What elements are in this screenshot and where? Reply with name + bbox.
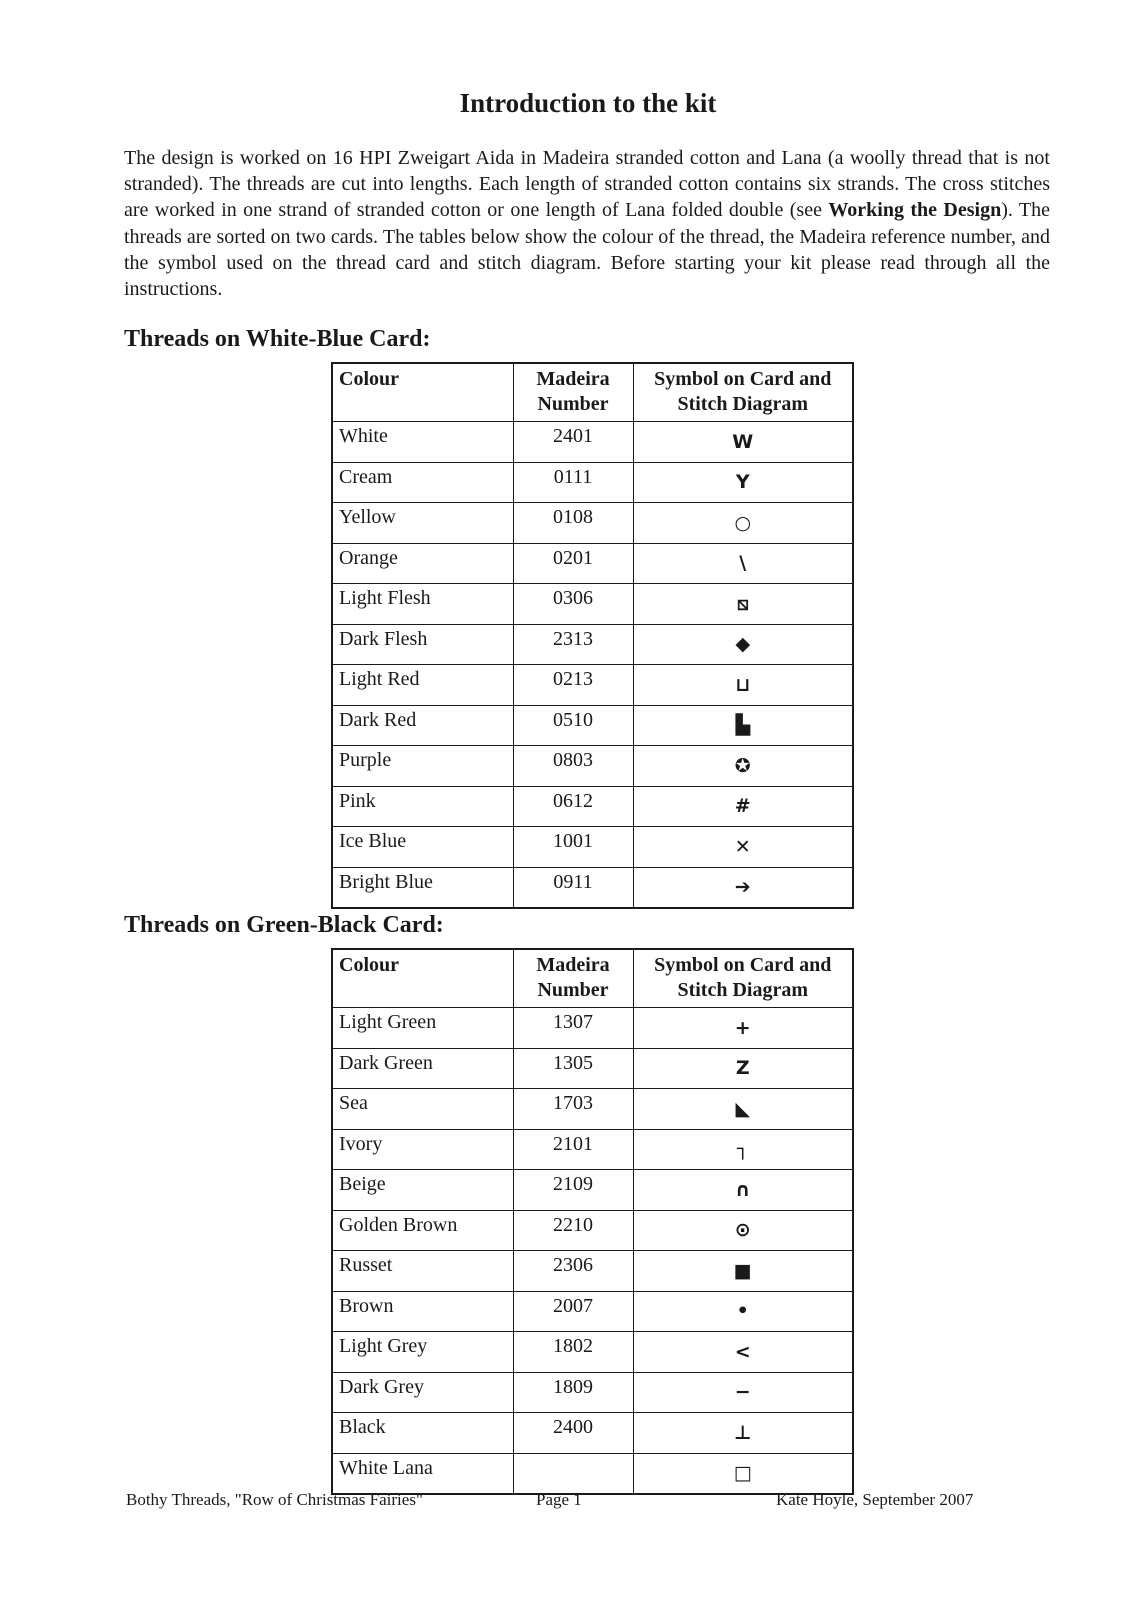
symbol-cell bbox=[633, 867, 853, 908]
table-row bbox=[332, 705, 853, 746]
crossed-square-icon: ⧅ bbox=[736, 592, 749, 615]
symbol-cell bbox=[633, 1210, 853, 1251]
symbol-cell bbox=[633, 422, 853, 463]
cross-x-icon: ✕ bbox=[734, 835, 751, 858]
number-cell: 1703 bbox=[513, 1089, 633, 1130]
dash-icon: − bbox=[734, 1381, 751, 1404]
number-cell: 0306 bbox=[513, 584, 633, 625]
colour-cell: Pink bbox=[332, 786, 513, 827]
intro-text-part1: The design is worked on 16 HPI Zweigart Aida in Madeira stranded cotton and Lana (a woolly thread that is not stranded). The threads are cut into lengths. Each length of stranded cotton contains six strands. The cross stitches are worked in one strand of stranded cotton or one length of Lana folded double (see bbox=[124, 147, 1050, 222]
symbol-cell bbox=[633, 786, 853, 827]
number-cell: 0108 bbox=[513, 503, 633, 544]
colour-cell: Dark Grey bbox=[332, 1372, 513, 1413]
table-row bbox=[332, 1372, 853, 1413]
number-cell bbox=[513, 1453, 633, 1494]
symbol-cell bbox=[633, 1291, 853, 1332]
filled-square-icon: ■ bbox=[733, 1259, 752, 1282]
card1-table bbox=[331, 362, 854, 909]
colour-cell: Light Grey bbox=[332, 1332, 513, 1373]
star-in-square-icon: ✪ bbox=[734, 754, 751, 777]
footer-right: Kate Hoyle, September 2007 bbox=[776, 1490, 974, 1509]
number-cell: 1307 bbox=[513, 1008, 633, 1049]
corner-triangle-icon: ◣ bbox=[735, 1097, 751, 1120]
table-row bbox=[332, 543, 853, 584]
number-cell: 0612 bbox=[513, 786, 633, 827]
footer-page-number: Page 1 bbox=[536, 1490, 582, 1509]
number-cell: 2210 bbox=[513, 1210, 633, 1251]
colour-header: Colour bbox=[332, 949, 513, 1008]
symbol-cell bbox=[633, 1129, 853, 1170]
colour-cell: White Lana bbox=[332, 1453, 513, 1494]
symbol-header: Symbol on Card and Stitch Diagram bbox=[633, 949, 853, 1008]
symbol-cell bbox=[633, 1372, 853, 1413]
circled-dot-icon: ⊙ bbox=[734, 1219, 751, 1242]
table-row bbox=[332, 1008, 853, 1049]
number-cell: 2401 bbox=[513, 422, 633, 463]
number-cell: 2306 bbox=[513, 1251, 633, 1292]
circle-outline-icon: ○ bbox=[734, 511, 752, 534]
hash-icon: # bbox=[734, 795, 751, 818]
colour-cell: Light Red bbox=[332, 665, 513, 706]
table-row bbox=[332, 503, 853, 544]
filled-diamond-icon: ◆ bbox=[735, 633, 751, 656]
colour-cell: Golden Brown bbox=[332, 1210, 513, 1251]
table-row bbox=[332, 1291, 853, 1332]
symbol-cell bbox=[633, 746, 853, 787]
table-row bbox=[332, 1089, 853, 1130]
symbol-cell bbox=[633, 1170, 853, 1211]
symbol-cell bbox=[633, 1413, 853, 1454]
letter-z-icon: Z bbox=[735, 1057, 750, 1080]
letter-y-icon: Y bbox=[735, 471, 750, 494]
plus-icon: + bbox=[734, 1016, 751, 1039]
table-row bbox=[332, 1129, 853, 1170]
number-cell: 1809 bbox=[513, 1372, 633, 1413]
colour-cell: Bright Blue bbox=[332, 867, 513, 908]
colour-cell: Brown bbox=[332, 1291, 513, 1332]
symbol-cell bbox=[633, 827, 853, 868]
symbol-cell bbox=[633, 665, 853, 706]
l-block-icon: ▙ bbox=[735, 714, 751, 737]
less-than-icon: < bbox=[734, 1340, 751, 1363]
number-cell: 2101 bbox=[513, 1129, 633, 1170]
colour-cell: Orange bbox=[332, 543, 513, 584]
card2-heading: Threads on Green-Black Card: bbox=[124, 912, 444, 938]
footer-left: Bothy Threads, "Row of Christmas Fairies" bbox=[126, 1490, 423, 1509]
symbol-cell bbox=[633, 1008, 853, 1049]
intro-text-part2: ). The threads are sorted on two cards. The tables below show the colour of the thread, the Madeira reference number, and the symbol used on the thread card and stitch diagram. Before starting your kit please read through all the instructions. bbox=[124, 199, 1050, 301]
arch-icon: ∩ bbox=[735, 1178, 751, 1201]
symbol-cell bbox=[633, 624, 853, 665]
symbol-cell bbox=[633, 543, 853, 584]
symbol-cell bbox=[633, 584, 853, 625]
table-row bbox=[332, 1210, 853, 1251]
symbol-cell bbox=[633, 503, 853, 544]
colour-cell: Ice Blue bbox=[332, 827, 513, 868]
colour-cell: Beige bbox=[332, 1170, 513, 1211]
number-cell: 2313 bbox=[513, 624, 633, 665]
number-cell: 2007 bbox=[513, 1291, 633, 1332]
number-cell: 0911 bbox=[513, 867, 633, 908]
number-header: Madeira Number bbox=[513, 363, 633, 422]
symbol-cell bbox=[633, 462, 853, 503]
table-row bbox=[332, 1413, 853, 1454]
table-row bbox=[332, 624, 853, 665]
number-cell: 2109 bbox=[513, 1170, 633, 1211]
colour-cell: Cream bbox=[332, 462, 513, 503]
intro-bold-reference: Working the Design bbox=[828, 199, 1002, 222]
number-header: Madeira Number bbox=[513, 949, 633, 1008]
table-header-row bbox=[332, 949, 853, 1008]
symbol-cell bbox=[633, 1251, 853, 1292]
number-cell: 0213 bbox=[513, 665, 633, 706]
colour-cell: Black bbox=[332, 1413, 513, 1454]
table-row bbox=[332, 786, 853, 827]
table-row bbox=[332, 462, 853, 503]
colour-header: Colour bbox=[332, 363, 513, 422]
table-row bbox=[332, 827, 853, 868]
colour-cell: White bbox=[332, 422, 513, 463]
dot-icon: • bbox=[736, 1300, 749, 1323]
number-cell: 1305 bbox=[513, 1048, 633, 1089]
number-cell: 0201 bbox=[513, 543, 633, 584]
table-row bbox=[332, 746, 853, 787]
colour-cell: Light Flesh bbox=[332, 584, 513, 625]
symbol-cell bbox=[633, 1048, 853, 1089]
colour-cell: Yellow bbox=[332, 503, 513, 544]
letter-w-icon: W bbox=[732, 430, 754, 453]
open-box-icon: ⊔ bbox=[735, 673, 751, 696]
symbol-cell bbox=[633, 1089, 853, 1130]
symbol-cell bbox=[633, 1332, 853, 1373]
table-row bbox=[332, 1332, 853, 1373]
corner-hook-icon: ┐ bbox=[737, 1138, 749, 1161]
card1-heading: Threads on White-Blue Card: bbox=[124, 326, 431, 352]
empty-square-icon: □ bbox=[733, 1462, 752, 1485]
symbol-header: Symbol on Card and Stitch Diagram bbox=[633, 363, 853, 422]
table-row bbox=[332, 1453, 853, 1494]
backslash-icon: \ bbox=[739, 552, 747, 575]
colour-cell: Ivory bbox=[332, 1129, 513, 1170]
right-arrow-icon: ➔ bbox=[734, 876, 751, 899]
table-row bbox=[332, 1170, 853, 1211]
table-row bbox=[332, 1251, 853, 1292]
table-row bbox=[332, 584, 853, 625]
colour-cell: Russet bbox=[332, 1251, 513, 1292]
colour-cell: Dark Flesh bbox=[332, 624, 513, 665]
number-cell: 2400 bbox=[513, 1413, 633, 1454]
card2-table bbox=[331, 948, 854, 1495]
page-title: Introduction to the kit bbox=[459, 88, 717, 118]
table-header-row bbox=[332, 363, 853, 422]
number-cell: 1802 bbox=[513, 1332, 633, 1373]
colour-cell: Light Green bbox=[332, 1008, 513, 1049]
table-row bbox=[332, 867, 853, 908]
number-cell: 0510 bbox=[513, 705, 633, 746]
colour-cell: Dark Green bbox=[332, 1048, 513, 1089]
number-cell: 1001 bbox=[513, 827, 633, 868]
table-row bbox=[332, 665, 853, 706]
inverted-t-icon: ⊥ bbox=[734, 1421, 752, 1444]
symbol-cell bbox=[633, 1453, 853, 1494]
symbol-cell bbox=[633, 705, 853, 746]
intro-paragraph bbox=[124, 145, 1050, 302]
colour-cell: Sea bbox=[332, 1089, 513, 1130]
table-row bbox=[332, 1048, 853, 1089]
colour-cell: Purple bbox=[332, 746, 513, 787]
table-row bbox=[332, 422, 853, 463]
number-cell: 0803 bbox=[513, 746, 633, 787]
colour-cell: Dark Red bbox=[332, 705, 513, 746]
number-cell: 0111 bbox=[513, 462, 633, 503]
